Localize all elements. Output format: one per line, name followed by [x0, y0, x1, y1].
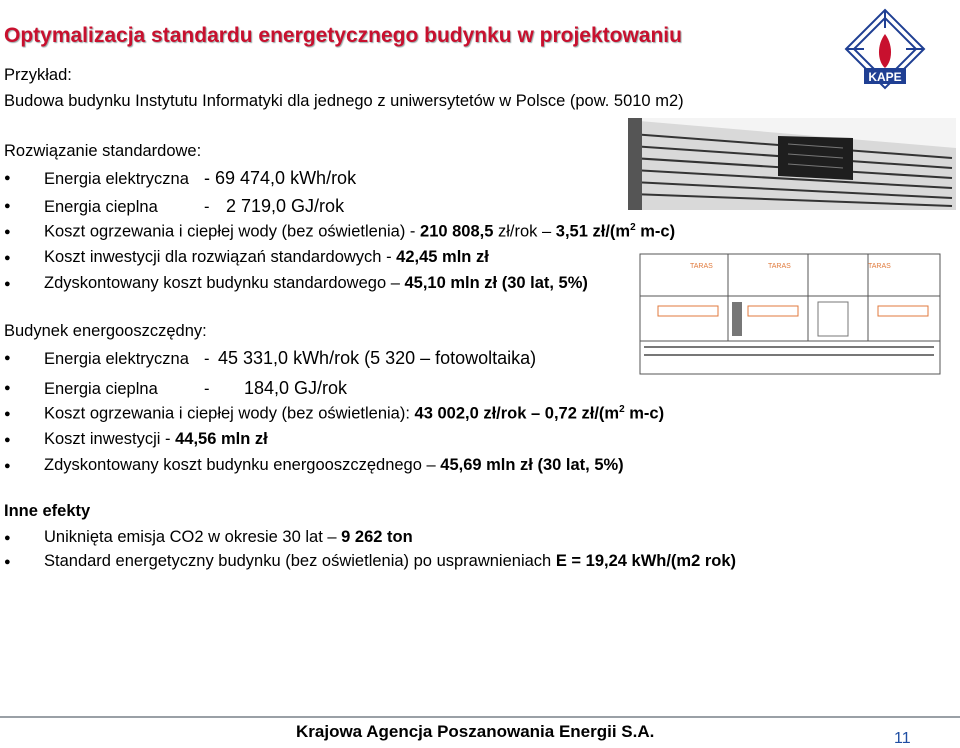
other-heading: Inne efekty: [4, 502, 91, 520]
list-item: ● Zdyskontowany koszt budynku standardowego – 45,10 mln zł (30 lat, 5%): [44, 274, 588, 293]
list-item: ● Koszt ogrzewania i ciepłej wody (bez oświetlenia) - 210 808,5 zł/rok – 3,51 $zł/(m^2$ m-c): [44, 222, 675, 242]
list-item: ● Koszt ogrzewania i ciepłej wody (bez oświetlenia): 43 002,0 zł/rok – 0,72 $zł/(m^2$ m-c): [44, 404, 664, 424]
plan-label-taras: TARAS: [690, 263, 713, 270]
footer-divider: [0, 716, 960, 718]
page-number: 11: [894, 730, 911, 747]
list-item: ● Energia cieplna - 184,0 GJ/rok: [44, 378, 347, 399]
list-item: ● Uniknięta emisja CO2 w okresie 30 lat – 9 262 ton: [44, 528, 413, 547]
slide-title: Optymalizacja standardu energetycznego budynku w projektowaniu: [4, 24, 682, 47]
kape-logo: [842, 6, 928, 102]
energy-heading: Budynek energooszczędny:: [4, 322, 207, 340]
example-label: Przykład:: [4, 66, 72, 84]
list-item: ● Koszt inwestycji dla rozwiązań standardowych - 42,45 mln zł: [44, 248, 489, 267]
plan-label-taras: TARAS: [868, 263, 891, 270]
plan-label-taras: TARAS: [768, 263, 791, 270]
list-item: ● Energia elektryczna - 69 474,0 kWh/rok: [44, 168, 356, 189]
list-item: ● Energia elektryczna - 45 331,0 kWh/rok (5 320 – fotowoltaika): [44, 348, 536, 369]
footer-organization: Krajowa Agencja Poszanowania Energii S.A.: [296, 722, 655, 741]
list-item: ● Standard energetyczny budynku (bez oświetlenia) po usprawnieniach E = 19,24 kWh/(m2 rok): [44, 552, 736, 571]
list-item: ● Zdyskontowany koszt budynku energooszczędnego – 45,69 mln zł (30 lat, 5%): [44, 456, 624, 475]
floor-plan: [628, 246, 956, 384]
logo-text: KAPE: [868, 70, 902, 84]
building-photo: [628, 118, 956, 210]
list-item: ● Koszt inwestycji - 44,56 mln zł: [44, 430, 268, 449]
list-item: ● Energia cieplna - 2 719,0 GJ/rok: [44, 196, 344, 217]
example-text: Budowa budynku Instytutu Informatyki dla jednego z uniwersytetów w Polsce (pow. 5010 m2): [4, 92, 684, 110]
standard-heading: Rozwiązanie standardowe:: [4, 142, 202, 160]
